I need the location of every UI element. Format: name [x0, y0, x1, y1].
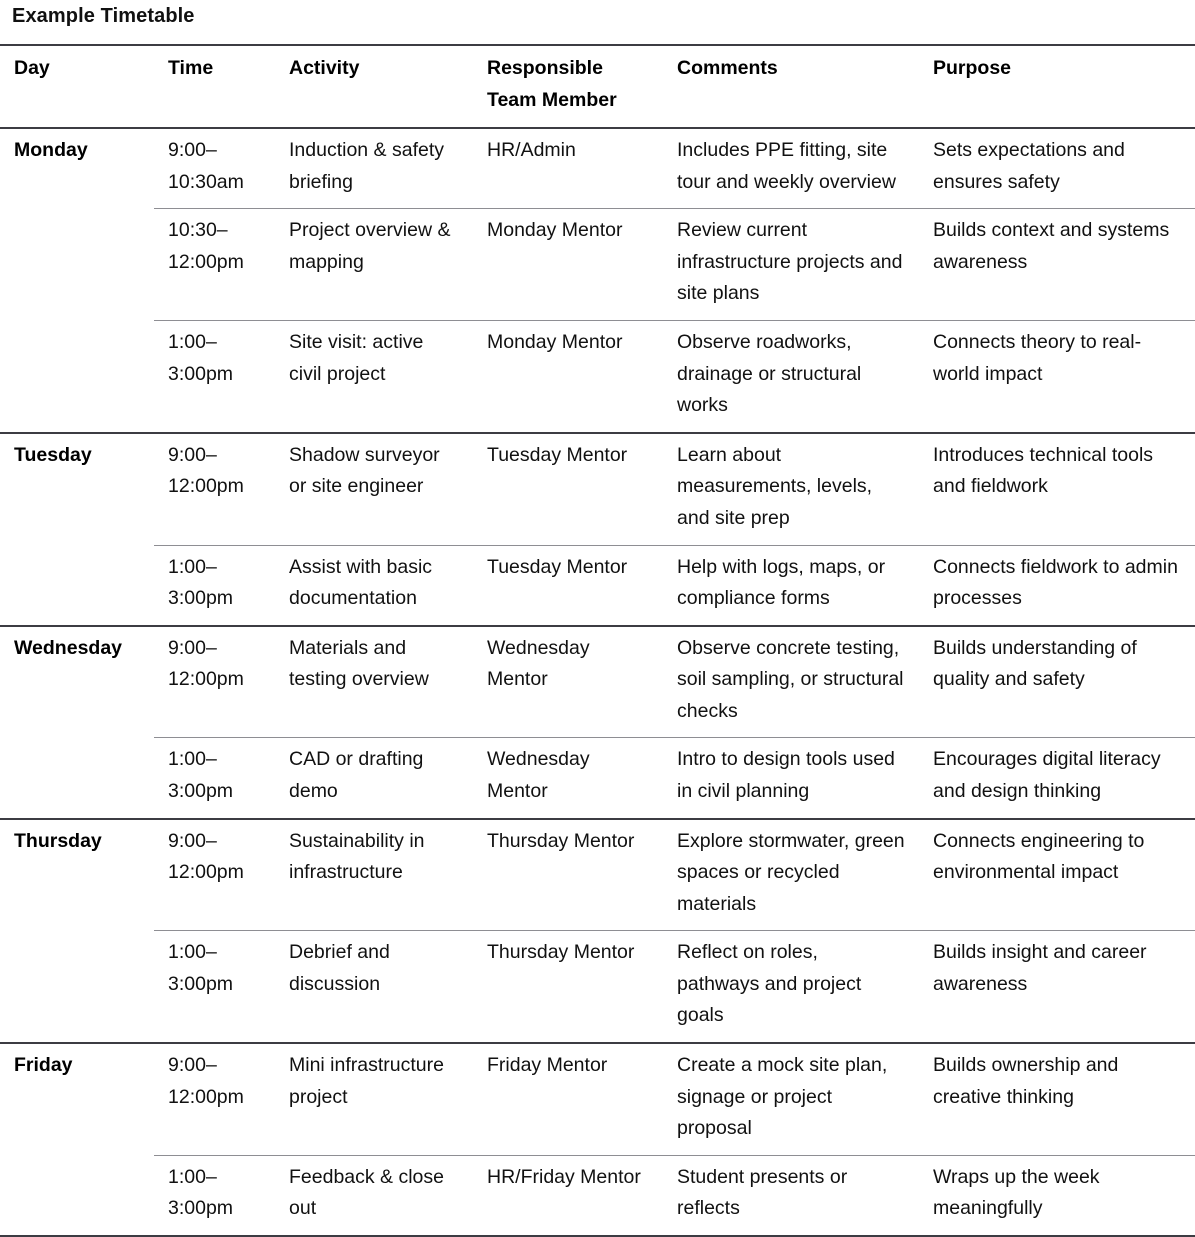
cell-purpose: Connects fieldwork to admin processes [919, 545, 1195, 626]
cell-activity: CAD or drafting demo [275, 738, 473, 819]
column-header-activity: Activity [275, 45, 473, 128]
cell-activity: Induction & safety briefing [275, 128, 473, 209]
cell-comments: Observe roadworks, drainage or structural works [663, 321, 919, 433]
cell-comments: Review current infrastructure projects and site plans [663, 209, 919, 321]
cell-responsible: Wednesday Mentor [473, 626, 663, 738]
cell-purpose: Connects theory to real-world impact [919, 321, 1195, 433]
cell-activity: Project overview & mapping [275, 209, 473, 321]
table-row [0, 1043, 1195, 1155]
cell-activity: Shadow surveyor or site engineer [275, 433, 473, 545]
cell-comments: Includes PPE fitting, site tour and weekly overview [663, 128, 919, 209]
cell-time: 9:00–10:30am [154, 128, 275, 209]
cell-activity: Debrief and discussion [275, 931, 473, 1043]
table-row [0, 626, 1195, 738]
cell-comments: Reflect on roles, pathways and project goals [663, 931, 919, 1043]
cell-activity: Assist with basic documentation [275, 545, 473, 626]
cell-responsible: Tuesday Mentor [473, 545, 663, 626]
cell-activity: Sustainability in infrastructure [275, 819, 473, 931]
cell-activity: Materials and testing overview [275, 626, 473, 738]
cell-activity: Site visit: active civil project [275, 321, 473, 433]
timetable [0, 44, 1195, 1237]
cell-time: 9:00–12:00pm [154, 433, 275, 545]
cell-day: Monday [0, 128, 154, 209]
cell-day [0, 931, 154, 1043]
column-header-time: Time [154, 45, 275, 128]
cell-responsible: HR/Admin [473, 128, 663, 209]
column-header-purpose: Purpose [919, 45, 1195, 128]
cell-time: 1:00–3:00pm [154, 1155, 275, 1236]
cell-comments: Create a mock site plan, signage or project proposal [663, 1043, 919, 1155]
cell-comments: Observe concrete testing, soil sampling, or structural checks [663, 626, 919, 738]
table-body [0, 128, 1195, 1236]
cell-responsible: Monday Mentor [473, 321, 663, 433]
table-row [0, 1155, 1195, 1236]
cell-time: 9:00–12:00pm [154, 819, 275, 931]
cell-day: Thursday [0, 819, 154, 931]
column-header-responsible: Responsible Team Member [473, 45, 663, 128]
cell-day [0, 545, 154, 626]
cell-time: 9:00–12:00pm [154, 1043, 275, 1155]
table-row [0, 738, 1195, 819]
cell-purpose: Connects engineering to environmental impact [919, 819, 1195, 931]
cell-purpose: Builds context and systems awareness [919, 209, 1195, 321]
cell-responsible: Thursday Mentor [473, 931, 663, 1043]
cell-activity: Feedback & close out [275, 1155, 473, 1236]
table-row [0, 931, 1195, 1043]
cell-responsible: Friday Mentor [473, 1043, 663, 1155]
cell-purpose: Builds ownership and creative thinking [919, 1043, 1195, 1155]
cell-day [0, 209, 154, 321]
table-row [0, 819, 1195, 931]
cell-purpose: Builds understanding of quality and safety [919, 626, 1195, 738]
cell-day: Tuesday [0, 433, 154, 545]
cell-time: 1:00–3:00pm [154, 738, 275, 819]
cell-time: 9:00–12:00pm [154, 626, 275, 738]
cell-responsible: HR/Friday Mentor [473, 1155, 663, 1236]
cell-time: 1:00–3:00pm [154, 321, 275, 433]
cell-day [0, 738, 154, 819]
cell-comments: Explore stormwater, green spaces or recycled materials [663, 819, 919, 931]
cell-comments: Learn about measurements, levels, and site prep [663, 433, 919, 545]
table-header-row [0, 45, 1195, 128]
cell-day [0, 1155, 154, 1236]
cell-purpose: Sets expectations and ensures safety [919, 128, 1195, 209]
cell-purpose: Encourages digital literacy and design thinking [919, 738, 1195, 819]
cell-comments: Help with logs, maps, or compliance forms [663, 545, 919, 626]
cell-purpose: Builds insight and career awareness [919, 931, 1195, 1043]
cell-responsible: Monday Mentor [473, 209, 663, 321]
cell-day: Wednesday [0, 626, 154, 738]
table-row [0, 209, 1195, 321]
cell-comments: Intro to design tools used in civil planning [663, 738, 919, 819]
cell-responsible: Tuesday Mentor [473, 433, 663, 545]
cell-responsible: Wednesday Mentor [473, 738, 663, 819]
cell-day: Friday [0, 1043, 154, 1155]
page-title: Example Timetable [12, 5, 195, 27]
table-row [0, 321, 1195, 433]
cell-day [0, 321, 154, 433]
cell-purpose: Wraps up the week meaningfully [919, 1155, 1195, 1236]
cell-responsible: Thursday Mentor [473, 819, 663, 931]
cell-purpose: Introduces technical tools and fieldwork [919, 433, 1195, 545]
cell-time: 1:00–3:00pm [154, 545, 275, 626]
table-row [0, 545, 1195, 626]
cell-time: 1:00–3:00pm [154, 931, 275, 1043]
table-row [0, 433, 1195, 545]
cell-activity: Mini infrastructure project [275, 1043, 473, 1155]
column-header-comments: Comments [663, 45, 919, 128]
table-header [0, 45, 1195, 128]
cell-time: 10:30–12:00pm [154, 209, 275, 321]
cell-comments: Student presents or reflects [663, 1155, 919, 1236]
table-row [0, 128, 1195, 209]
column-header-day: Day [0, 45, 154, 128]
